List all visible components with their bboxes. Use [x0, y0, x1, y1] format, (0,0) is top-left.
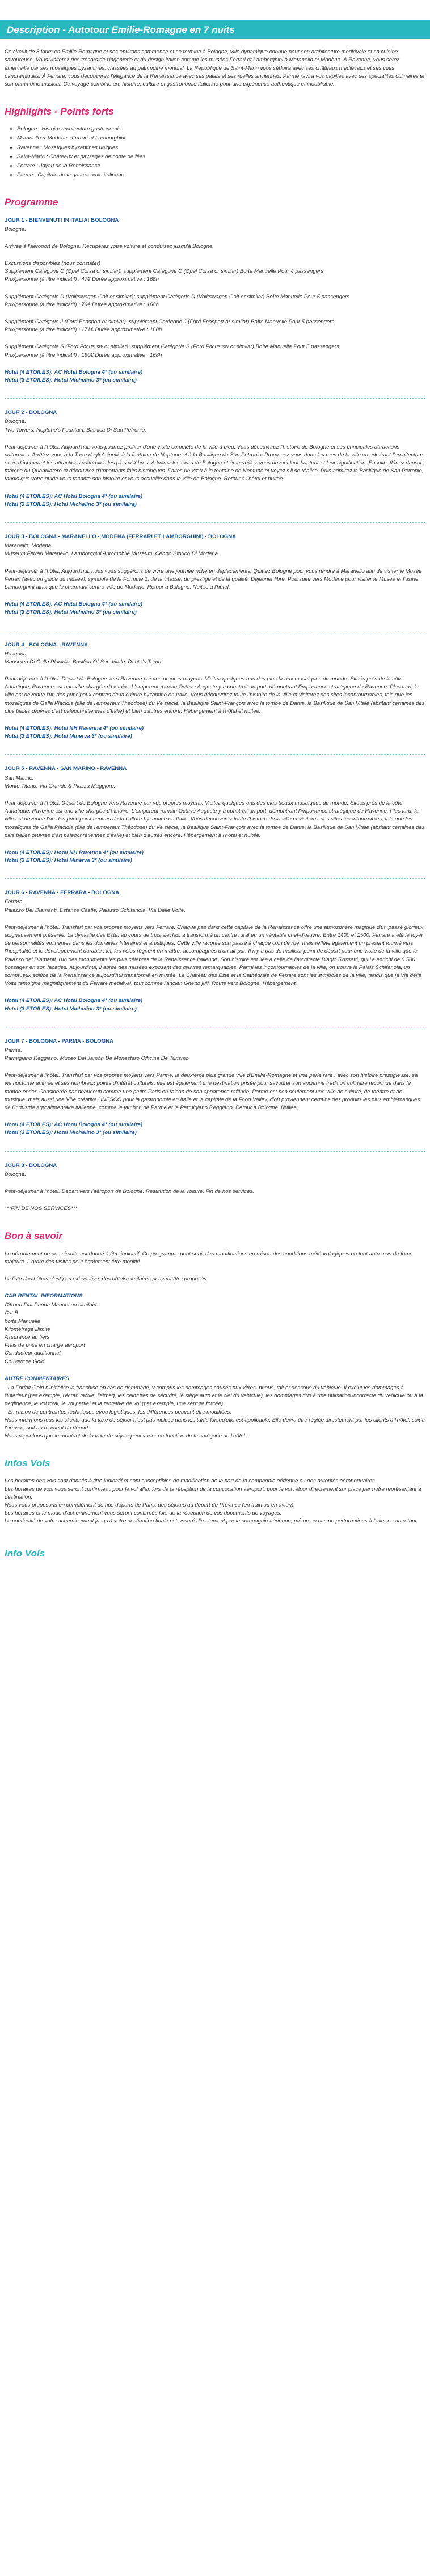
highlights-list [17, 125, 425, 179]
day-divider [5, 754, 425, 755]
day-paragraph: Supplément Catégorie S (Ford Focus sw or similar): supplément Catégorie S (Ford Focus sw or similar) Boîte Manuelle Pour 5 passengers Prix/personne (à titre indicatif) : 190€ Durée approximative : 168h [5, 344, 339, 358]
day-description [5, 1072, 425, 1112]
day-location: Maranello, Modena. [5, 543, 53, 549]
programme-day [5, 889, 425, 1013]
day-location: Ravenna. [5, 650, 28, 657]
programme-day [5, 765, 425, 865]
content [0, 48, 430, 1560]
day-places: Museum Ferrari Maranello, Lamborghini Automobile Museum, Centro Storico Di Modena. [5, 551, 220, 557]
car-rental-item: Kilométrage illimité [5, 1326, 50, 1333]
day-hotels [5, 369, 425, 384]
hotel-line: Hotel (3 ETOILES): Hotel Michelino 3* (ou similaire) [5, 609, 137, 616]
day-location: Bologne. [5, 418, 26, 425]
day-description [5, 568, 425, 592]
car-rental-item: Couverture Gold [5, 1358, 45, 1365]
day-title: JOUR 2 - BOLOGNA [5, 409, 57, 416]
day-title: JOUR 1 - BIENVENUTI IN ITALIA! BOLOGNA [5, 217, 119, 223]
page [0, 20, 430, 1590]
day-places: Palazzo Dei Diamanti, Estense Castle, Palazzo Schifanoia, Via Delle Volte. [5, 907, 186, 913]
infos-vols-paragraph: Les horaires de vols vous seront confirmés : pour le vol aller, lors de la réception de la convocation aéroport, pour le vol retour directement sur place par notre représentant à destination. [5, 1486, 421, 1500]
day-hotels [5, 725, 425, 741]
programme-day [5, 533, 425, 617]
day-location: Parma. [5, 1047, 22, 1054]
programme-day [5, 217, 425, 385]
car-rental-list [5, 1301, 425, 1366]
day-title: JOUR 4 - BOLOGNA - RAVENNA [5, 641, 88, 648]
car-rental-title: CAR RENTAL INFORMATIONS [5, 1293, 83, 1300]
day-divider [5, 522, 425, 523]
infos-vols-paragraph: Les horaires des vols sont donnés à titre indicatif et sont susceptibles de modification de la part de la compagnie aérienne ou des autorités aéroportuaires. [5, 1478, 377, 1484]
hotel-line: Hotel (3 ETOILES): Hotel Michelino 3* (ou similaire) [5, 1005, 137, 1012]
day-title: JOUR 5 - RAVENNA - SAN MARINO - RAVENNA [5, 765, 127, 772]
car-rental-item: Cat B [5, 1310, 18, 1317]
day-paragraph: ***FIN DE NOS SERVICES*** [5, 1205, 78, 1212]
comment-item: - En raison de contraintes techniques et/ou logistiques, les différences peuvent être modifiées. [5, 1408, 231, 1415]
comment-item: - La Forfait Gold n'initialise la franchise en cas de dommage, y compris les dommages causés aux vitres, pneus, toit et dessous du véhicule. Il exclut les dommages à l'intérieur (par exemple, l'écran tactile, l'airbag, les ceintures de sécurité, le siège auto et le ciel du véhicule), les dommages dus à une utilisation incorrecte du véhicule ou à la négligence, le vol total, le vol partiel et la tentative de vol (par exemple, une serrure forcée). [5, 1384, 423, 1407]
infos-vols-paragraphs [5, 1477, 425, 1525]
programme-title: Programme [5, 197, 58, 208]
highlight-item: • Ravenne : Mosaïques byzantines uniques [17, 144, 425, 152]
programme-day [5, 641, 425, 741]
programme-day [5, 1162, 425, 1213]
day-hotels [5, 849, 425, 865]
hotel-line: Hotel (4 ETOILES): AC Hotel Bologna 4* (ou similaire) [5, 601, 143, 608]
day-hotels [5, 493, 425, 509]
car-rental-item: boîte Manuelle [5, 1318, 40, 1325]
hotel-line: Hotel (4 ETOILES): Hotel NH Ravenna 4* (ou similaire) [5, 725, 144, 732]
day-description [5, 675, 425, 716]
day-places: Parmigiano Reggiano, Museo Del Jamón De Monestero Officina De Turismo. [5, 1055, 191, 1062]
highlight-item: • Saint-Marin : Châteaux et paysages de conte de fées [17, 153, 425, 161]
hotel-line: Hotel (3 ETOILES): Hotel Michelino 3* (ou similaire) [5, 1130, 137, 1136]
day-paragraph: Petit-déjeuner à l'hôtel. Transfert par vos propres moyens vers Ferrare. Chaque pas dans cette capitale de la Renaissance offre une atmosphère magique d'un passé glorieux, soigneusement préservé. La dynastie des Este, au cours de trois siècles, a transformé un centre rural en un véritable chef-d'œuvre. Entre 1400 et 1500, Ferrare a été le foyer de personnalités éminentes dans les domaines littéraires et artistiques. Cette ville raconte son passé à chaque coin de rue, mais reflète également un présent tourné vers l'hospitalité et le développement durable : ici, les vélos règnent en maître, accompagnés d'un air pur. Il n'y a pas de meilleur point de départ pour une visite de la ville que le Palazzo dei Diamanti, l'un des monuments les plus célèbres de la Renaissance italienne. Son histoire est liée à celle de l'architecte Biagio Rossetti, qui l'a enrichi de 8 500 bossages en son façades. Aujourd'hui, il abrite des musées exposant des œuvres remarquables. Parmi les incontournables de la ville, on trouve le Palais Schifanoia, un somptueux édifice de la Renaissance aujourd'hui transformé en musée. Le Château des Este et la Cathédrale de Ferrare sont les symboles de la ville, tandis que la Via delle Volte témoigne magnifiquement du Ferrare médiéval, tout comme l'ancien Ghetto juif. Route vers Bologne. Hébergement. [5, 924, 425, 987]
day-paragraph: Petit-déjeuner à l'hôtel. Départ de Bologne vers Ravenne par vos propres moyens. Visitez quelques-uns des plus beaux mosaïques du monde. Situés près de la côte Adriatique, Ravenne est une ville chargée d'histoire. L'empereur romain Octave Auguste y a construit un port, démontrant l'importance stratégique de Ravenne. Plus tard, la ville est devenue l'un des principaux centres de la culture byzantine en Italie. Vous découvrirez toute l'histoire de la ville et visiterez des sites incontournables, tels que les mosaïques de Galla Placidia (fille de l'empereur Théodose) du Ve siècle, la Basilique Saint-François avec la tombe de Dante, la Basilique de San Vitale (abritant certaines des plus belles œuvres d'art paléochrétiennes d'Italie) et bien d'autres encore. Hébergement à l'hôtel et nuitée. [5, 676, 425, 714]
day-paragraph: Petit-déjeuner à l'hôtel. Transfert par vos propres moyens vers Parme, la deuxième plus grande ville d'Emilie-Romagne et une perle rare : avec son histoire prestigieuse, sa vie nocturne animée et ses nombreux points d'intérêt culturels, elle est également une destination prisée pour savourer son ancienne tradition culinaire reconnue dans le monde entier. Considérée par beaucoup comme une petite Paris en raison de son apparence raffinée, Parme est non seulement une ville de culture, de théâtre et de musique, mais aussi une Ville créative UNESCO pour la gastronomie en Italie et la capitale de la Food Valley, d'où proviennent certains des produits les plus emblématiques de l'industrie agroalimentaire italienne, comme le jambon de Parme et le Parmigiano Reggiano. Retour à Bologne. Nuitée. [5, 1072, 420, 1111]
car-rental-item: Assurance au tiers [5, 1334, 50, 1340]
day-paragraph: Supplément Catégorie J (Ford Ecosport or similar): supplément Catégorie J (Ford Ecosport or similar) Boîte Manuelle Pour 5 passengers Prix/personne (à titre indicatif) : 171€ Durée approximative : 168h [5, 319, 335, 333]
hotel-line: Hotel (4 ETOILES): AC Hotel Bologna 4* (ou similaire) [5, 1122, 143, 1128]
hotel-line: Hotel (3 ETOILES): Hotel Minerva 3* (ou similaire) [5, 733, 132, 740]
infos-vols-title-2: Info Vols [5, 1547, 45, 1559]
highlight-item: • Parme : Capitale de la gastronomie italienne. [17, 171, 425, 179]
hotel-line: Hotel (4 ETOILES): Hotel NH Ravenna 4* (ou similaire) [5, 849, 144, 856]
page-title-banner [0, 20, 430, 39]
day-paragraph: Excursions disponibles (nous consulter) Supplément Catégorie C (Opel Corsa or similar): supplément Catégorie C (Opel Corsa or similar) Boîte Manuelle Pour 4 passengers Prix/personne (à titre indicatif) : 47€ Durée approximative : 168h [5, 260, 324, 283]
day-paragraph: Petit-déjeuner à l'hôtel. Départ de Bologne vers Ravenne par vos propres moyens. Visitez quelques-uns des plus beaux mosaïques du monde. Situés près de la côte Adriatique, Ravenne est une ville chargée d'histoire. L'empereur romain Octave Auguste y a construit un port, démontrant l'importance stratégique de Ravenne. Plus tard, la ville est devenue l'un des principaux centres de la culture byzantine en Italie. Vous découvrirez toute l'histoire de la ville et visiterez des sites incontournables, tels que les mosaïques de Galla Placidia (fille de l'empereur Théodose) du Ve siècle, la Basilique Saint-François avec la tombe de Dante, la Basilique de San Vitale (abritant certaines des plus belles œuvres d'art paléochrétiennes d'Italie) et bien d'autres encore. Hébergement à l'hôtel et nuitée. [5, 800, 425, 839]
day-places: Mausoleo Di Galla Placidia, Basilica Of San Vitale, Dante's Tomb. [5, 658, 163, 665]
day-description [5, 800, 425, 840]
day-paragraph: Petit-déjeuner à l'hôtel. Départ vers l'aéroport de Bologne. Restitution de la voiture. Fin de nos services. [5, 1188, 254, 1195]
highlight-item: • Bologne : Histoire architecture gastronomie [17, 125, 425, 133]
day-location: Bologne. [5, 1171, 26, 1178]
page-title: Description - Autotour Emilie-Romagne en 7 nuits [7, 24, 235, 35]
bon-a-savoir-title: Bon à savoir [5, 1230, 63, 1242]
bon-a-savoir-paragraph: La liste des hôtels n'est pas exhaustive, des hôtels similaires peuvent être proposés [5, 1275, 206, 1282]
infos-vols-paragraph: La continuité de votre acheminement jusqu'à votre destination finale est assuré directement par la compagnie aérienne, même en cas de perturbations à l'aller ou au retour. [5, 1518, 419, 1525]
hotel-line: Hotel (3 ETOILES): Hotel Minerva 3* (ou similaire) [5, 857, 132, 864]
day-location: Ferrara. [5, 899, 24, 906]
infos-vols-paragraph: Les horaires et le mode d'acheminement vous seront confirmés lors de la réception de vos documents de voyages. [5, 1510, 282, 1517]
day-hotels [5, 1121, 425, 1137]
programme-days [5, 217, 425, 1213]
hotel-line: Hotel (4 ETOILES): AC Hotel Bologna 4* (ou similaire) [5, 369, 143, 375]
car-rental-item: Frais de prise en charge aeroport [5, 1342, 85, 1349]
day-location: Bologne. [5, 226, 26, 232]
day-places: Two Towers, Neptune's Fountain, Basilica Di San Petronio. [5, 426, 146, 433]
day-description [5, 243, 425, 359]
bon-a-savoir-paragraph: Le déroulement de nos circuits est donné à titre indicatif. Ce programme peut subir des modifications en raison des conditions météorologiques ou tout autre cas de force majeure. L'ordre des visites peut également être modifié. [5, 1250, 413, 1265]
day-description [5, 1188, 425, 1213]
hotel-line: Hotel (4 ETOILES): AC Hotel Bologna 4* (ou similaire) [5, 493, 143, 500]
hotel-line: Hotel (3 ETOILES): Hotel Michelino 3* (ou similaire) [5, 377, 137, 383]
day-divider [5, 878, 425, 879]
comments-title: AUTRE COMMENTAIRES [5, 1375, 69, 1382]
day-paragraph: Arrivée à l'aéroport de Bologne. Récupérez votre voiture et conduisez jusqu'à Bologne. [5, 243, 214, 249]
highlight-item: • Maranello & Modène : Ferrari et Lamborghini [17, 134, 425, 142]
hotel-line: Hotel (4 ETOILES): AC Hotel Bologna 4* (ou similaire) [5, 997, 143, 1004]
programme-day [5, 409, 425, 509]
bon-a-savoir-paragraphs [5, 1250, 425, 1284]
intro-paragraph: Ce circuit de 8 jours en Emilie-Romagne et ses environs commence et se termine à Bologne, ville dynamique connue pour son architecture médiévale et sa cuisine savoureuse. Vous visiterez des trésors de l'ingénierie et du design italien comme les musées Ferrari et Lamborghini à Maranello et Modène. À Ravenne, vous serez émerveillé par ses mosaïques byzantines, classées au patrimoine mondial. La République de Saint-Marin vous séduira avec ses châteaux médiévaux et ses vues panoramiques. À Ferrare, vous découvrirez l'élégance de la Renaissance avec ses palais et ses ruelles anciennes. Parme ravira vos papilles avec ses spécialités culinaires et son patrimoine musical. Ce voyage combine art, histoire, culture et gastronomie italienne pour une expérience authentique et inoubliable. [5, 49, 425, 87]
day-title: JOUR 6 - RAVENNA - FERRARA - BOLOGNA [5, 890, 120, 896]
highlight-item: • Ferrare : Joyau de la Renaissance [17, 162, 425, 170]
comment-item: Nous rappelons que le montant de la taxe de séjour peut varier en fonction de la catégorie de l'hôtel. [5, 1433, 247, 1440]
comment-item: Nous informons tous les clients que la taxe de séjour n'est pas incluse dans les tarifs lorsqu'elle est applicable. Elle devra être réglée directement par les clients à l'hôtel, soit à l'arrivée, soit au moment du départ. [5, 1416, 425, 1431]
day-hotels [5, 600, 425, 616]
day-divider [5, 398, 425, 399]
hotel-line: Hotel (3 ETOILES): Hotel Michelino 3* (ou similaire) [5, 501, 137, 507]
day-paragraph: Petit-déjeuner à l'hôtel. Aujourd'hui, vous pourrez profiter d'une visite complète de la ville à pied. Vous découvrirez l'histoire de Bologne et ses principales attractions culturelles. Arrêtez-vous à la Torre degli Asinelli, à la fontaine de Neptune et à la Basilique de San Petronio. Promenez-vous dans les rues de la ville en admirant l'architecture et en découvrant les attractions culturelles les plus célèbres. Admirez les tours de Bologne et émerveillez-vous devant leur hauteur et leur signification. Ensuite, flânez dans le marché du Quadrilatero et découvrez d'importants faits historiques. Faites un vœu à la fontaine de Neptune et voyez s'il se réalise. Puis admirez la Basilique de San Petronio, tandis que votre guide vous raconte son histoire et vous accueille dans la ville de Bologne. Retour à l'hôtel et nuitée. [5, 443, 424, 483]
programme-day [5, 1038, 425, 1137]
day-title: JOUR 3 - BOLOGNA - MARANELLO - MODENA (FERRARI ET LAMBORGHINI) - BOLOGNA [5, 534, 237, 540]
day-title: JOUR 7 - BOLOGNA - PARMA - BOLOGNA [5, 1038, 114, 1044]
day-title: JOUR 8 - BOLOGNA [5, 1162, 57, 1169]
day-hotels [5, 997, 425, 1013]
infos-vols-title: Infos Vols [5, 1458, 50, 1469]
comments-list [5, 1384, 425, 1440]
infos-vols-paragraph: Nous vous proposons en complément de nos départs de Paris, des séjours au départ de Province (en train ou en avion). [5, 1501, 295, 1508]
day-paragraph: Supplément Catégorie D (Volkswagen Golf or similar): supplément Catégorie D (Volkswagen Golf or similar) Boîte Manuelle Pour 5 passengers Prix/personne (à titre indicatif) : 79€ Durée approximative : 168h [5, 293, 350, 308]
day-divider [5, 1151, 425, 1152]
day-description [5, 924, 425, 988]
car-rental-item: Conducteur additionnel [5, 1350, 61, 1357]
day-paragraph: Petit-déjeuner à l'hôtel. Aujourd'hui, nous vous suggérons de vivre une journée riche en déplacements. Quittez Bologne pour vous rendre à Maranello afin de visiter le Musée Ferrari (avec un guide du musée), symbole de la Formule 1, de la vitesse, du prestige et de la qualité. Déjeuner libre. Poursuite vers Modène pour visiter le Musée et l'usine Lamborghini ainsi que le charmant centre-ville de Modène. Retour à Bologne. Nuitée à l'hôtel. [5, 568, 422, 590]
highlights-title: Highlights - Points forts [5, 106, 114, 117]
day-places: Monte Titano, Via Grande & Piazza Maggiore. [5, 782, 116, 789]
day-description [5, 443, 425, 484]
car-rental-item: Citroen Fiat Panda Manuel ou similaire [5, 1302, 99, 1309]
day-location: San Marino. [5, 775, 34, 781]
